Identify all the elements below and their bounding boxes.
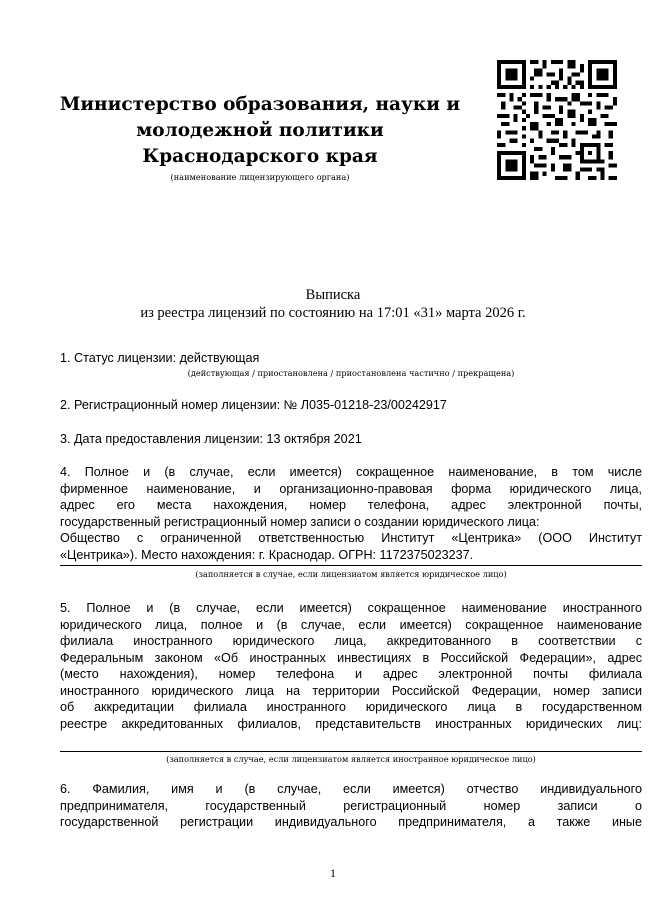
paragraph-line: 4. Полное и (в случае, если имеется) сокращенное наименование, в том числе (60, 465, 642, 479)
paragraph-line: 5. Полное и (в случае, если имеется) сокращенное наименование иностранного (60, 601, 642, 615)
licensing-authority-caption: (наименование лицензирующего органа) (170, 172, 350, 182)
paragraph-line: «Центрика»). Место нахождения: г. Краснодар. ОГРН: 1172375023237. (60, 547, 474, 562)
paragraph-line: иностранного юридического лица на территории Российской Федерации, номер записи (60, 683, 642, 698)
org-line: Министерство образования, науки и (59, 94, 461, 115)
qr-code-icon (497, 60, 617, 180)
section-foreign-entity-caption: (заполняется в случае, если лицензиатом является иностранное юридическое лицо) (166, 754, 536, 764)
paragraph-line: юридического лица, полное и (в случае, если имеется) сокращенное наименование (60, 617, 642, 632)
paragraph-line: 6. Фамилия, имя и (в случае, если имеется) отчество индивидуального (60, 782, 642, 796)
extract-subtitle: из реестра лицензий по состоянию на 17:01 «31» марта 2026 г. (140, 305, 526, 321)
section-license-status: 1. Статус лицензии: действующая (60, 351, 260, 365)
paragraph-line: Общество с ограниченной ответственностью Институт «Центрика» (ООО Институт (60, 531, 642, 545)
section-license-status-caption: (действующая / приостановлена / приостановлена частично / прекращена) (187, 368, 515, 378)
fill-line (60, 751, 642, 752)
paragraph-line: адрес его места нахождения, номер телефона, адрес электронной почты, (60, 498, 642, 512)
paragraph-line: предпринимателя, государственный регистрационный номер записи о (60, 798, 642, 813)
paragraph-line: Федеральным законом «Об иностранных инвестициях в Российской Федерации», адрес (60, 650, 642, 665)
licensing-authority-header (40, 92, 480, 182)
licensing-authority-name (40, 92, 480, 170)
org-line: молодежной политики (136, 120, 384, 141)
paragraph-line: филиала иностранного юридического лица, аккредитованного в соответствии с (60, 634, 642, 648)
section-legal-entity (60, 464, 642, 563)
fill-line (60, 565, 642, 566)
paragraph-line: государственной регистрации индивидуального предпринимателя, а также иные (60, 815, 642, 829)
paragraph-line: фирменное наименование, и организационно-правовая форма юридического лица, (60, 481, 642, 496)
section-individual-entrepreneur (60, 781, 642, 831)
page-number: 1 (330, 866, 336, 880)
paragraph-line: об аккредитации филиала иностранного юридического лица в государственном (60, 700, 642, 714)
extract-title: Выписка (305, 287, 361, 303)
org-line: Краснодарского края (142, 146, 378, 167)
section-license-date: 3. Дата предоставления лицензии: 13 октября 2021 (60, 432, 362, 446)
paragraph-line: государственный регистрационный номер записи о создании юридического лица: (60, 514, 540, 529)
paragraph-line: (место нахождения), номер телефона и адрес электронной почты филиала (60, 667, 642, 681)
section-foreign-entity (60, 600, 642, 732)
paragraph-line: реестре аккредитованных филиалов, представительств иностранных юридических лиц: (60, 716, 642, 731)
section-registration-number: 2. Регистрационный номер лицензии: № Л035-01218-23/00242917 (60, 398, 447, 412)
section-legal-entity-caption: (заполняется в случае, если лицензиатом является юридическое лицо) (195, 569, 507, 579)
